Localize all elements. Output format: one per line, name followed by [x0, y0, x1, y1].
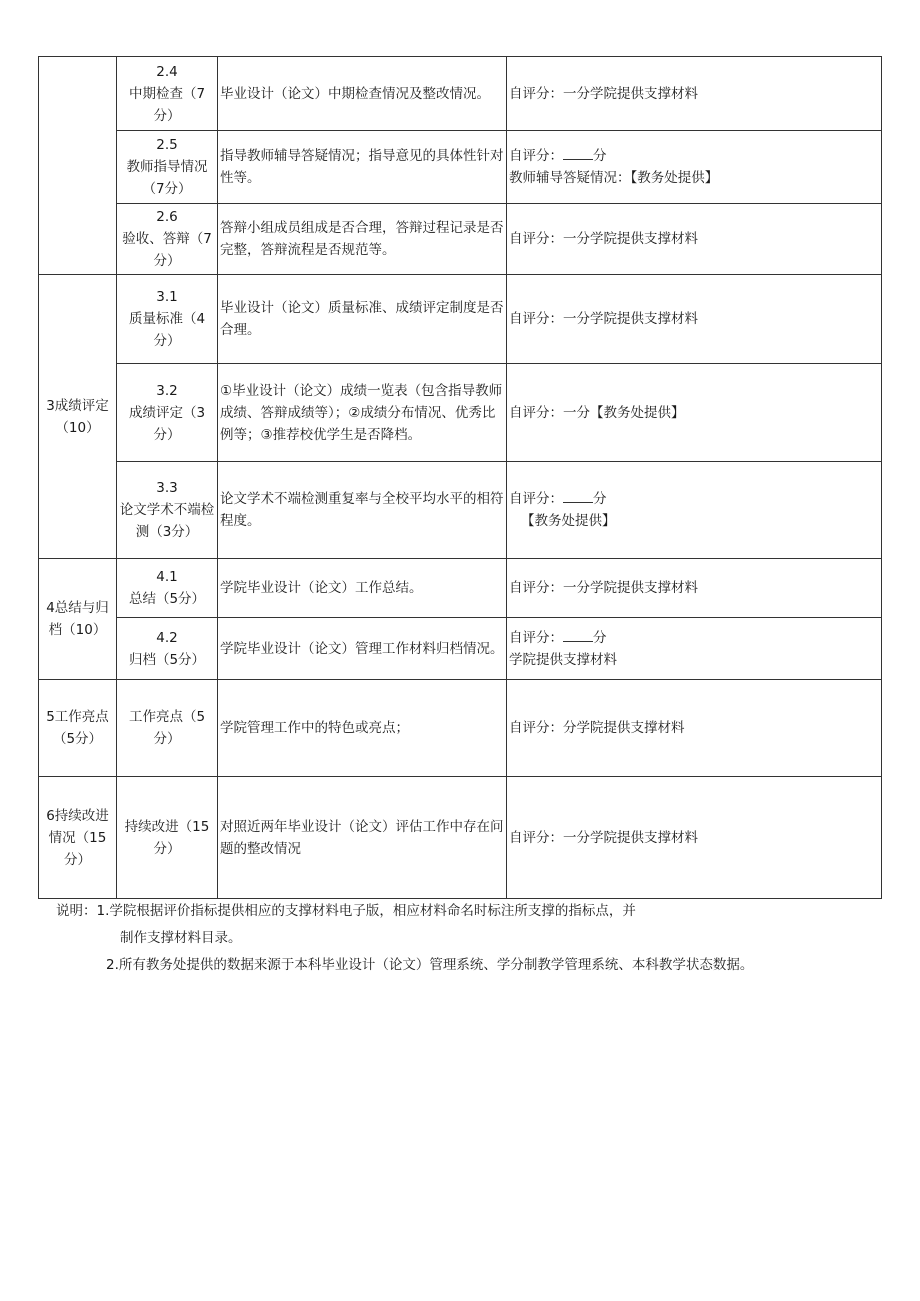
score-source: 学院提供支撑材料 [509, 651, 617, 668]
note-line-3: 2.所有教务处提供的数据来源于本科毕业设计（论文）管理系统、学分制教学管理系统、本科教学状态数据。 [106, 957, 754, 973]
indicator-number: 4.1 [156, 569, 178, 585]
description-cell: 答辩小组成员组成是否合理，答辩过程记录是否完整，答辩流程是否规范等。 [218, 204, 507, 275]
score-source: 【教务处提供】 [521, 513, 616, 529]
indicator-number: 2.5 [156, 137, 178, 153]
score-suffix: 分 [593, 148, 607, 164]
table-row [39, 131, 882, 204]
indicator-number: 3.3 [156, 480, 178, 496]
indicator-number: 4.2 [156, 629, 178, 646]
score-cell: 自评分：一分学院提供支撑材料 [507, 204, 882, 275]
score-suffix: 分 [593, 491, 607, 507]
score-cell: 自评分：一分学院提供支撑材料 [507, 777, 882, 899]
score-line [509, 488, 879, 510]
indicator-cell [117, 364, 218, 462]
table-row [39, 204, 882, 275]
description-cell: 论文学术不端检测重复率与全校平均水平的相符程度。 [218, 462, 507, 559]
score-line [509, 145, 879, 167]
score-blank [563, 627, 593, 642]
indicator-number: 3.2 [156, 382, 178, 399]
category-cell-2 [39, 57, 117, 275]
indicator-cell [117, 57, 218, 131]
evaluation-table [38, 56, 882, 899]
description-cell: 学院毕业设计（论文）管理工作材料归档情况。 [218, 618, 507, 680]
indicator-cell [117, 275, 218, 364]
score-line [509, 627, 879, 649]
indicator-cell [117, 559, 218, 618]
indicator-cell [117, 777, 218, 899]
indicator-name: 论文学术不端检测（3分） [119, 502, 215, 540]
score-source: 教师辅导答疑情况：【教务处提供】 [509, 170, 719, 186]
score-cell: 自评分：分学院提供支撑材料 [507, 680, 882, 777]
indicator-cell [117, 204, 218, 275]
score-cell [507, 618, 882, 680]
table-row [39, 57, 882, 131]
indicator-number: 2.6 [156, 209, 178, 225]
score-cell: 自评分：一分学院提供支撑材料 [507, 275, 882, 364]
description-cell: 学院管理工作中的特色或亮点； [218, 680, 507, 777]
indicator-name: 质量标准（4分） [128, 311, 206, 349]
indicator-cell [117, 462, 218, 559]
note-line-2: 制作支撑材料目录。 [120, 930, 242, 946]
table-row [39, 275, 882, 364]
description-cell: 学院毕业设计（论文）工作总结。 [218, 559, 507, 618]
indicator-name: 验收、答辩（7分） [122, 231, 212, 269]
description-cell: 对照近两年毕业设计（论文）评估工作中存在问题的整改情况 [218, 777, 507, 899]
score-prefix: 自评分： [509, 148, 563, 164]
score-cell [507, 462, 882, 559]
score-blank [563, 488, 593, 503]
note-line-1: 说明：1.学院根据评价指标提供相应的支撑材料电子版，相应材料命名时标注所支撑的指标点，并 [56, 903, 636, 919]
indicator-cell [117, 618, 218, 680]
description-cell: ①毕业设计（论文）成绩一览表（包含指导教师成绩、答辩成绩等）；②成绩分布情况、优秀比例等；③推荐校优学生是否降档。 [218, 364, 507, 462]
score-cell: 自评分：一分学院提供支撑材料 [507, 57, 882, 131]
description-cell: 指导教师辅导答疑情况；指导意见的具体性针对性等。 [218, 131, 507, 204]
indicator-name: 教师指导情况（7分） [126, 159, 208, 197]
table-row [39, 462, 882, 559]
table-row [39, 364, 882, 462]
score-prefix: 自评分： [509, 491, 563, 507]
category-cell-3: 3成绩评定（10） [39, 275, 117, 559]
indicator-name: 中期检查（7分） [128, 85, 206, 124]
score-cell: 自评分：一分【教务处提供】 [507, 364, 882, 462]
score-cell: 自评分：一分学院提供支撑材料 [507, 559, 882, 618]
score-prefix: 自评分： [509, 629, 563, 646]
indicator-number: 2.4 [156, 63, 178, 80]
category-cell-5: 5工作亮点（5分） [39, 680, 117, 777]
indicator-name: 总结（5分） [128, 591, 206, 607]
category-cell-4: 4总结与归档（10） [39, 559, 117, 680]
category-cell-6: 6持续改进情况（15分） [39, 777, 117, 899]
description-cell: 毕业设计（论文）中期检查情况及整改情况。 [218, 57, 507, 131]
indicator-cell [117, 131, 218, 204]
score-suffix: 分 [593, 629, 607, 646]
indicator-name: 成绩评定（3分） [128, 404, 206, 443]
notes [56, 898, 896, 979]
description-cell: 毕业设计（论文）质量标准、成绩评定制度是否合理。 [218, 275, 507, 364]
indicator-name: 持续改进（15分） [124, 818, 210, 857]
indicator-name: 工作亮点（5分） [128, 709, 206, 747]
table-row [39, 618, 882, 680]
score-blank [563, 145, 593, 160]
indicator-cell [117, 680, 218, 777]
table-row [39, 680, 882, 777]
score-cell [507, 131, 882, 204]
table-row [39, 559, 882, 618]
indicator-number: 3.1 [156, 289, 178, 305]
table-row [39, 777, 882, 899]
indicator-name: 归档（5分） [128, 651, 206, 668]
